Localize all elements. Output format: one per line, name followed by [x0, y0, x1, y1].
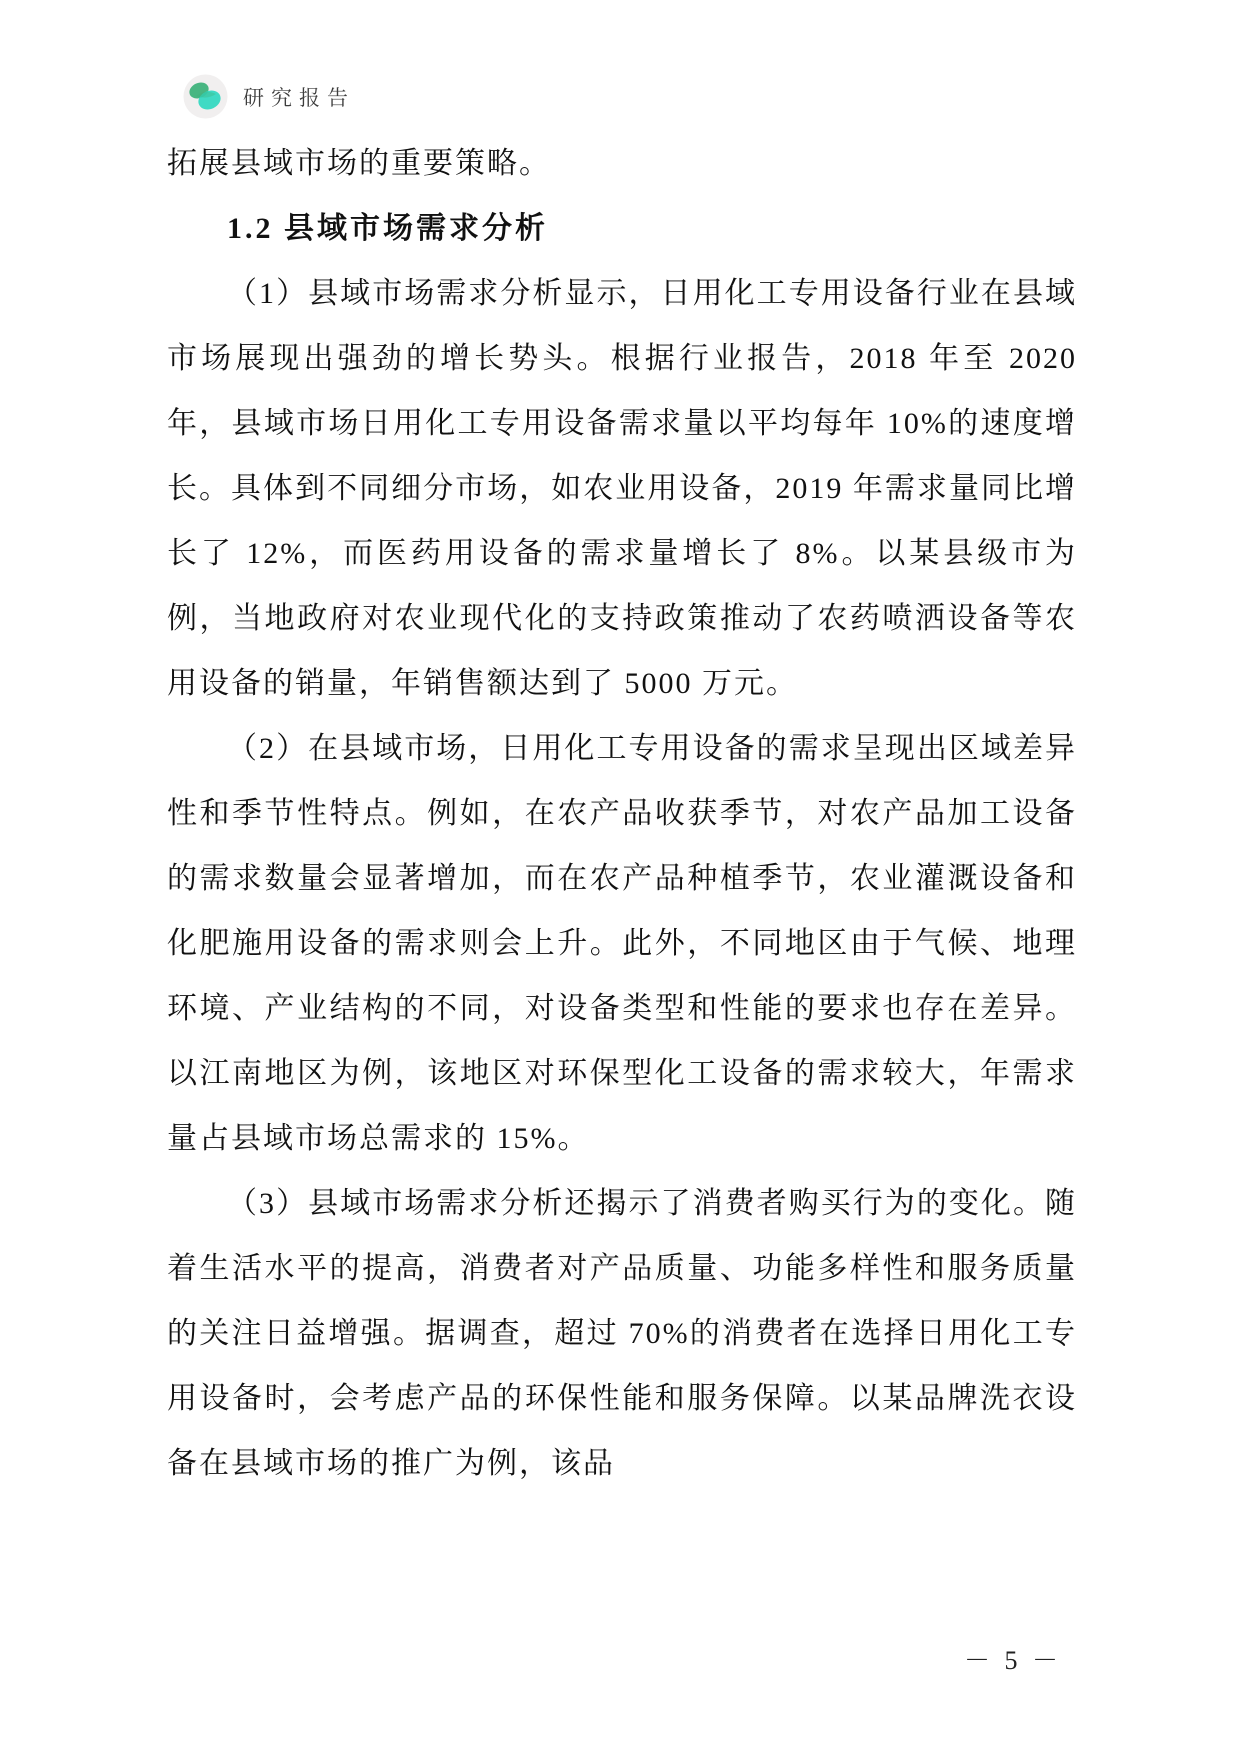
page-header	[183, 74, 355, 119]
paragraph-3: （3）县域市场需求分析还揭示了消费者购买行为的变化。随着生活水平的提高，消费者对产品质量、功能多样性和服务质量的关注日益增强。据调查，超过 70%的消费者在选择日用化工专用设备时，会考虑产品的环保性能和服务保障。以某品牌洗衣设备在县域市场的推广为例，该品	[167, 1187, 1077, 1480]
section-heading: 1.2 县域市场需求分析	[227, 212, 548, 245]
document-body	[167, 131, 1077, 1496]
paragraph-2: （2）在县域市场，日用化工专用设备的需求呈现出区域差异性和季节性特点。例如，在农产品收获季节，对农产品加工设备的需求数量会显著增加，而在农产品种植季节，农业灌溉设备和化肥施用设备的需求则会上升。此外，不同地区由于气候、地理环境、产业结构的不同，对设备类型和性能的要求也存在差异。以江南地区为例，该地区对环保型化工设备的需求较大，年需求量占县域市场总需求的 15%。	[167, 732, 1077, 1155]
brand-logo-text: 研究报告	[243, 85, 355, 110]
paragraph-1: （1）县域市场需求分析显示，日用化工专用设备行业在县域市场展现出强劲的增长势头。根据行业报告，2018 年至 2020 年，县域市场日用化工专用设备需求量以平均每年 10%的速度增长。具体到不同细分市场，如农业用设备，2019 年需求量同比增长了 12%，而医药用设备的需求量增长了 8%。以某县级市为例，当地政府对农业现代化的支持政策推动了农药喷洒设备等农用设备的销量，年销售额达到了 5000 万元。	[167, 277, 1077, 700]
page-footer	[964, 1640, 1062, 1677]
paragraph-continuation: 拓展县域市场的重要策略。	[167, 147, 551, 180]
page-number: － 5 －	[963, 1646, 1062, 1675]
brand-logo-icon	[183, 74, 228, 119]
